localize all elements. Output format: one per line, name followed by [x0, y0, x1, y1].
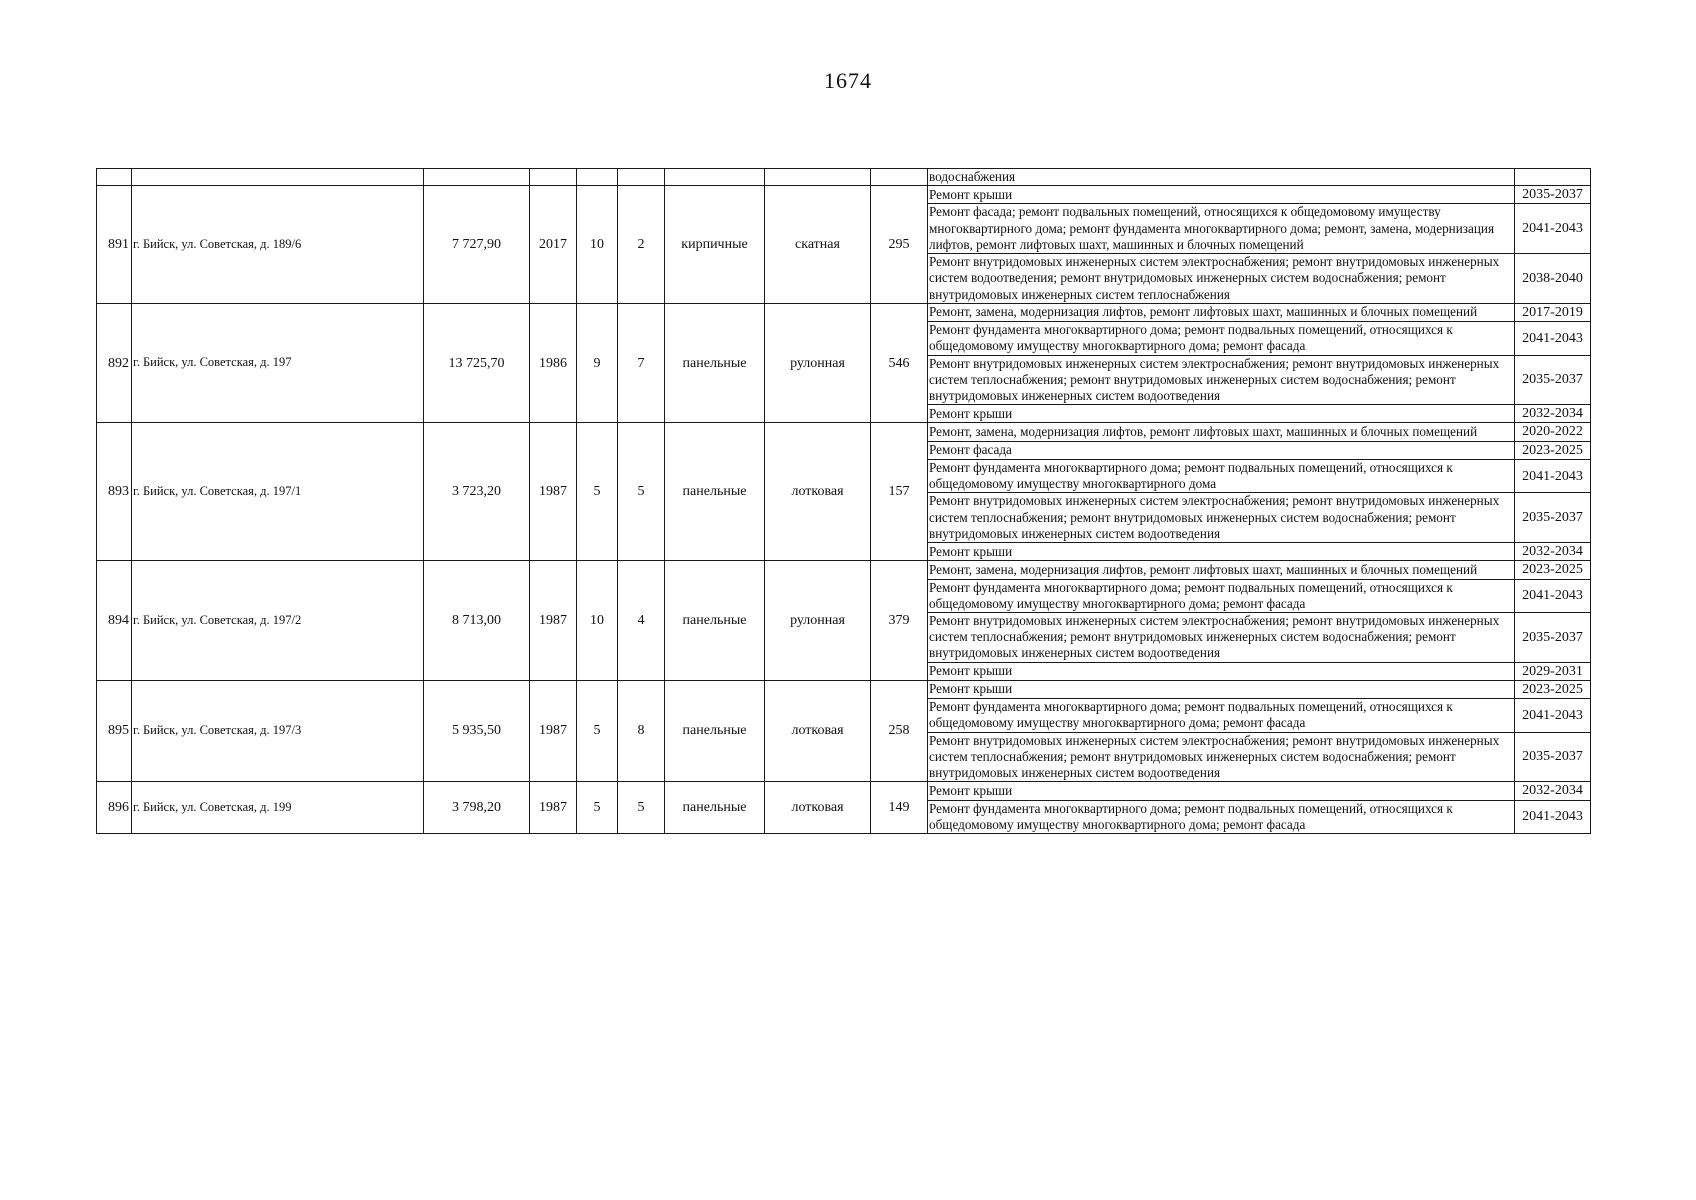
work-description: Ремонт внутридомовых инженерных систем электроснабжения; ремонт внутридомовых инженерных систем теплоснабжения; ремонт внутридомовых инженерных систем водоснабжения; ремонт внутридомовых инженерных систем водоотведения: [928, 493, 1515, 543]
building-number: 896: [97, 782, 132, 834]
building-residents: 258: [871, 680, 928, 781]
building-wall-material: панельные: [665, 303, 765, 423]
building-roof-type: лотковая: [765, 782, 871, 834]
building-floors: 5: [577, 782, 618, 834]
building-roof-type: скатная: [765, 186, 871, 304]
continuation-entrances-cell: [618, 169, 665, 186]
work-period: 2041-2043: [1515, 800, 1591, 833]
work-description: Ремонт фундамента многоквартирного дома; ремонт подвальных помещений, относящихся к общедомовому имуществу многоквартирного дома; ремонт фасада: [928, 322, 1515, 355]
building-number: 894: [97, 561, 132, 681]
continuation-period-cell: [1515, 169, 1591, 186]
building-address: г. Бийск, ул. Советская, д. 199: [132, 782, 424, 834]
building-year: 1987: [530, 561, 577, 681]
continuation-walls-cell: [665, 169, 765, 186]
building-entrances: 5: [618, 782, 665, 834]
housing-register-table: [96, 168, 1591, 834]
work-period: 2017-2019: [1515, 303, 1591, 321]
building-roof-type: лотковая: [765, 423, 871, 561]
work-period: 2023-2025: [1515, 561, 1591, 579]
work-description: Ремонт крыши: [928, 186, 1515, 204]
building-roof-type: рулонная: [765, 561, 871, 681]
building-wall-material: панельные: [665, 782, 765, 834]
work-period: 2041-2043: [1515, 204, 1591, 254]
work-period: 2035-2037: [1515, 612, 1591, 662]
building-entrances: 5: [618, 423, 665, 561]
work-description: Ремонт фасада: [928, 441, 1515, 459]
work-period: 2032-2034: [1515, 782, 1591, 800]
work-description: Ремонт, замена, модернизация лифтов, ремонт лифтовых шахт, машинных и блочных помещений: [928, 423, 1515, 441]
building-number: 891: [97, 186, 132, 304]
work-period: 2029-2031: [1515, 662, 1591, 680]
continuation-address-cell: [132, 169, 424, 186]
building-wall-material: панельные: [665, 423, 765, 561]
building-entrances: 7: [618, 303, 665, 423]
work-period: 2041-2043: [1515, 579, 1591, 612]
continuation-residents-cell: [871, 169, 928, 186]
building-address: г. Бийск, ул. Советская, д. 197/3: [132, 680, 424, 781]
building-number: 893: [97, 423, 132, 561]
work-description: Ремонт крыши: [928, 543, 1515, 561]
building-residents: 546: [871, 303, 928, 423]
building-floors: 5: [577, 423, 618, 561]
building-residents: 157: [871, 423, 928, 561]
work-description: Ремонт, замена, модернизация лифтов, ремонт лифтовых шахт, машинных и блочных помещений: [928, 303, 1515, 321]
building-residents: 379: [871, 561, 928, 681]
work-period: 2020-2022: [1515, 423, 1591, 441]
work-period: 2041-2043: [1515, 459, 1591, 492]
work-period: 2032-2034: [1515, 543, 1591, 561]
work-description: Ремонт крыши: [928, 782, 1515, 800]
building-residents: 149: [871, 782, 928, 834]
work-period: 2035-2037: [1515, 355, 1591, 405]
building-year: 1987: [530, 680, 577, 781]
work-period: 2041-2043: [1515, 699, 1591, 732]
building-area: 8 713,00: [424, 561, 530, 681]
work-period: 2023-2025: [1515, 441, 1591, 459]
building-roof-type: лотковая: [765, 680, 871, 781]
work-row: [97, 423, 1591, 441]
building-number: 892: [97, 303, 132, 423]
work-description: Ремонт крыши: [928, 680, 1515, 698]
work-description: Ремонт, замена, модернизация лифтов, ремонт лифтовых шахт, машинных и блочных помещений: [928, 561, 1515, 579]
building-area: 5 935,50: [424, 680, 530, 781]
building-floors: 9: [577, 303, 618, 423]
continuation-row: [97, 169, 1591, 186]
continuation-year-cell: [530, 169, 577, 186]
building-wall-material: панельные: [665, 680, 765, 781]
work-row: [97, 782, 1591, 800]
work-row: [97, 561, 1591, 579]
work-period: 2041-2043: [1515, 322, 1591, 355]
building-year: 1987: [530, 423, 577, 561]
building-address: г. Бийск, ул. Советская, д. 197/2: [132, 561, 424, 681]
work-period: 2038-2040: [1515, 254, 1591, 304]
building-wall-material: кирпичные: [665, 186, 765, 304]
work-period: 2035-2037: [1515, 732, 1591, 782]
building-roof-type: рулонная: [765, 303, 871, 423]
building-wall-material: панельные: [665, 561, 765, 681]
work-description: Ремонт фундамента многоквартирного дома; ремонт подвальных помещений, относящихся к общедомовому имуществу многоквартирного дома; ремонт фасада: [928, 699, 1515, 732]
building-area: 3 798,20: [424, 782, 530, 834]
work-row: [97, 186, 1591, 204]
building-entrances: 4: [618, 561, 665, 681]
continuation-floors-cell: [577, 169, 618, 186]
work-row: [97, 303, 1591, 321]
work-description: Ремонт фундамента многоквартирного дома; ремонт подвальных помещений, относящихся к общедомовому имуществу многоквартирного дома; ремонт фасада: [928, 800, 1515, 833]
building-area: 3 723,20: [424, 423, 530, 561]
work-description: Ремонт фундамента многоквартирного дома; ремонт подвальных помещений, относящихся к общедомовому имуществу многоквартирного дома: [928, 459, 1515, 492]
building-area: 7 727,90: [424, 186, 530, 304]
register-body: [97, 169, 1591, 834]
building-floors: 10: [577, 561, 618, 681]
work-description: Ремонт внутридомовых инженерных систем электроснабжения; ремонт внутридомовых инженерных систем теплоснабжения; ремонт внутридомовых инженерных систем водоснабжения; ремонт внутридомовых инженерных систем водоотведения: [928, 612, 1515, 662]
building-entrances: 2: [618, 186, 665, 304]
building-floors: 5: [577, 680, 618, 781]
work-period: 2032-2034: [1515, 405, 1591, 423]
building-residents: 295: [871, 186, 928, 304]
building-address: г. Бийск, ул. Советская, д. 197/1: [132, 423, 424, 561]
continuation-roof-cell: [765, 169, 871, 186]
building-number: 895: [97, 680, 132, 781]
building-year: 1986: [530, 303, 577, 423]
work-period: 2035-2037: [1515, 186, 1591, 204]
page-number: 1674: [824, 68, 872, 93]
work-description: Ремонт внутридомовых инженерных систем электроснабжения; ремонт внутридомовых инженерных систем теплоснабжения; ремонт внутридомовых инженерных систем водоснабжения; ремонт внутридомовых инженерных систем водоотведения: [928, 732, 1515, 782]
building-floors: 10: [577, 186, 618, 304]
work-description: Ремонт фундамента многоквартирного дома; ремонт подвальных помещений, относящихся к общедомовому имуществу многоквартирного дома; ремонт фасада: [928, 579, 1515, 612]
work-period: 2035-2037: [1515, 493, 1591, 543]
building-year: 2017: [530, 186, 577, 304]
work-description: Ремонт крыши: [928, 662, 1515, 680]
continuation-work-cell: водоснабжения: [928, 169, 1515, 186]
building-address: г. Бийск, ул. Советская, д. 189/6: [132, 186, 424, 304]
building-address: г. Бийск, ул. Советская, д. 197: [132, 303, 424, 423]
work-period: 2023-2025: [1515, 680, 1591, 698]
work-description: Ремонт внутридомовых инженерных систем электроснабжения; ремонт внутридомовых инженерных систем теплоснабжения; ремонт внутридомовых инженерных систем водоснабжения; ремонт внутридомовых инженерных систем водоотведения: [928, 355, 1515, 405]
continuation-area-cell: [424, 169, 530, 186]
work-description: Ремонт внутридомовых инженерных систем электроснабжения; ремонт внутридомовых инженерных систем водоотведения; ремонт внутридомовых инженерных систем водоснабжения; ремонт внутридомовых инженерных систем теплоснабжения: [928, 254, 1515, 304]
building-year: 1987: [530, 782, 577, 834]
work-row: [97, 680, 1591, 698]
building-entrances: 8: [618, 680, 665, 781]
continuation-num-cell: [97, 169, 132, 186]
work-description: Ремонт крыши: [928, 405, 1515, 423]
building-area: 13 725,70: [424, 303, 530, 423]
work-description: Ремонт фасада; ремонт подвальных помещений, относящихся к общедомовому имуществу многоквартирного дома; ремонт фундамента многоквартирного дома; ремонт, замена, модернизация лифтов, ремонт лифтовых шахт, машинных и блочных помещений: [928, 204, 1515, 254]
